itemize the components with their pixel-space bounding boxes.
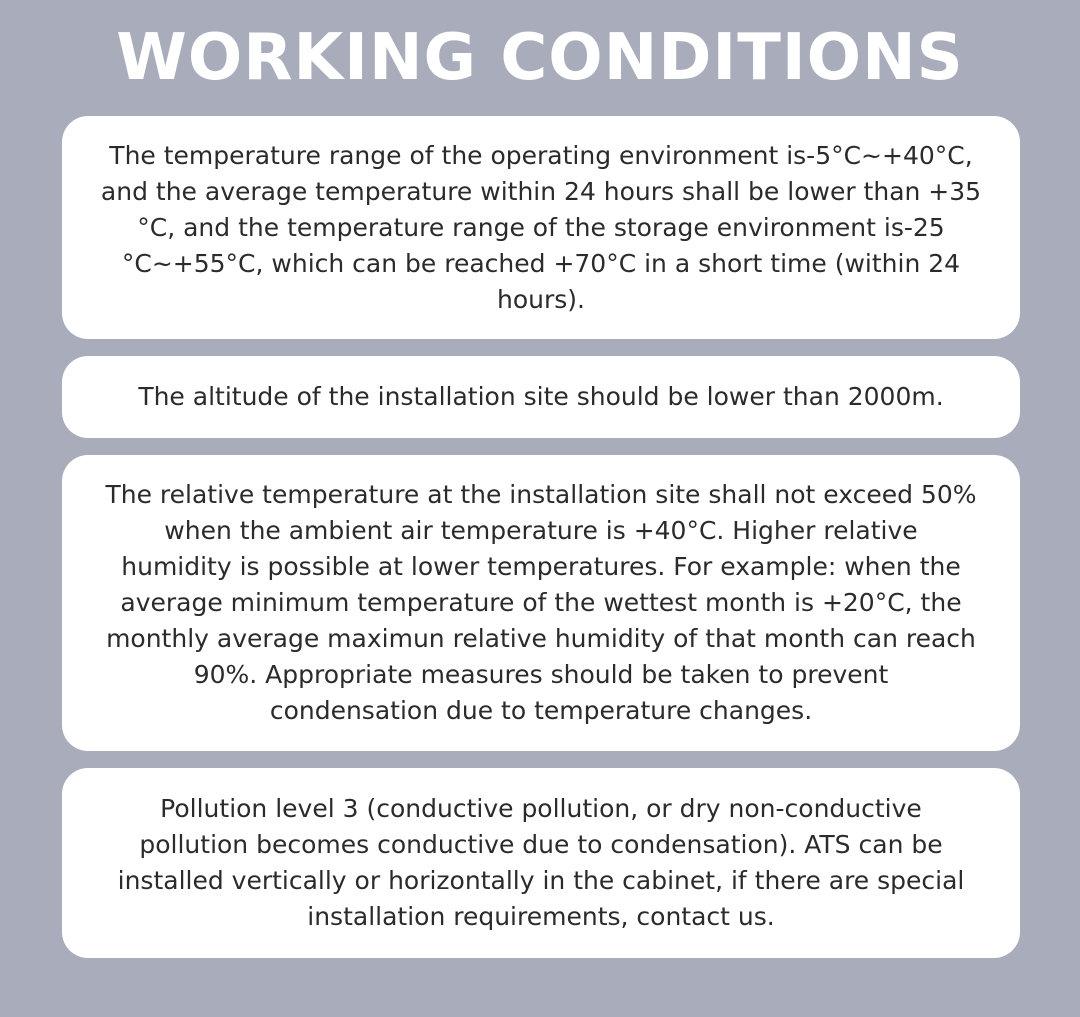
humidity-condition-text: The relative temperature at the installation site shall not exceed 50% when the ambient air temperature is +40°C. Higher relative humidity is possible at lower temperatures. For example: when the average minimum temperature of the wettest month is +20°C, the monthly average maximun relative humidity of that month can reach 90%. Appropriate measures should be taken to prevent condensation due to temperature changes. bbox=[105, 480, 977, 725]
pollution-condition-card bbox=[62, 768, 1020, 958]
page-title: WORKING CONDITIONS bbox=[116, 21, 964, 95]
altitude-condition-text: The altitude of the installation site should be lower than 2000m. bbox=[138, 382, 944, 411]
humidity-condition-card bbox=[62, 455, 1020, 751]
pollution-condition-text: Pollution level 3 (conductive pollution, or dry non-conductive pollution becomes conductive due to condensation). ATS can be installed vertically or horizontally in the cabinet, if there are special installation requirements, contact us. bbox=[117, 794, 965, 931]
temperature-condition-card bbox=[62, 116, 1020, 339]
altitude-condition-card bbox=[62, 356, 1020, 438]
temperature-condition-text: The temperature range of the operating environment is-5°C~+40°C, and the average temperature within 24 hours shall be lower than +35 °C, and the temperature range of the storage environment is-25 °C~+55°C, which can be reached +70°C in a short time (within 24 hours). bbox=[100, 140, 982, 314]
